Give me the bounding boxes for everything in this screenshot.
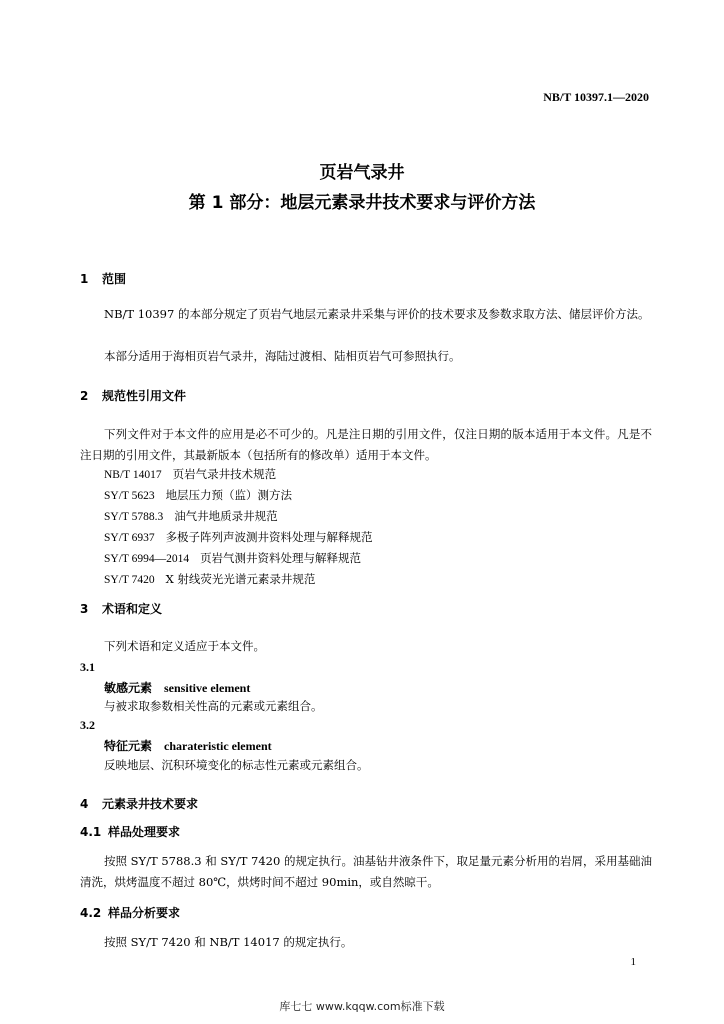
paragraph: 按照 SY/T 5788.3 和 SY/T 7420 的规定执行。油基钻井液条件下，取足量元素分析用的岩屑，采用基础油清洗，烘烤温度不超过 80℃，烘烤时间不超过 90min，或自然晾干。: [80, 854, 652, 889]
document-title: 页岩气录井: [319, 163, 405, 183]
document-subtitle: 第 1 部分：地层元素录井技术要求与评价方法: [188, 193, 536, 213]
term-name: [104, 679, 250, 696]
subsection-number: 4.1: [80, 825, 102, 839]
subsection-heading-4-1: [80, 823, 180, 840]
section-title: 术语和定义: [102, 602, 163, 616]
term-definition: 反映地层、沉积环境变化的标志性元素或元素组合。: [104, 758, 369, 772]
term-english: charateristic element: [164, 739, 272, 753]
section-heading-3: [80, 600, 162, 617]
reference-title: 多极子阵列声波测井资料处理与解释规范: [165, 530, 373, 544]
section-number: 3: [80, 602, 89, 616]
standard-code: NB/T 10397.1—2020: [543, 90, 649, 104]
subsection-title: 样品处理要求: [108, 825, 181, 839]
reference-title: 油气井地质录井规范: [174, 509, 278, 523]
section-heading-1: [80, 270, 126, 287]
reference-code: SY/T 6937: [104, 532, 155, 544]
reference-code: NB/T 14017: [104, 469, 162, 481]
section-number: 2: [80, 389, 89, 403]
reference-item: [104, 550, 361, 566]
term-chinese: 敏感元素: [104, 681, 153, 695]
section-title: 元素录井技术要求: [102, 797, 199, 811]
section-heading-4: [80, 795, 198, 812]
reference-item: [104, 466, 276, 482]
term-number: 3.1: [80, 660, 95, 674]
reference-item: [104, 571, 315, 587]
page-number: 1: [630, 956, 636, 968]
term-chinese: 特征元素: [104, 739, 153, 753]
section-title: 范围: [102, 272, 127, 286]
reference-item: [104, 529, 373, 545]
paragraph: 按照 SY/T 7420 和 NB/T 14017 的规定执行。: [104, 935, 353, 949]
term-number: 3.2: [80, 718, 95, 732]
reference-title: 地层压力预（监）测方法: [165, 488, 293, 502]
reference-item: [104, 487, 292, 503]
term-definition: 与被求取参数相关性高的元素或元素组合。: [104, 699, 323, 713]
paragraph: 本部分适用于海相页岩气录井，海陆过渡相、陆相页岩气可参照执行。: [104, 349, 461, 363]
section-heading-2: [80, 387, 186, 404]
subsection-number: 4.2: [80, 906, 102, 920]
section-title: 规范性引用文件: [102, 389, 187, 403]
term-name: [104, 737, 272, 754]
reference-code: SY/T 6994—2014: [104, 553, 190, 565]
paragraph: 下列术语和定义适应于本文件。: [104, 639, 265, 653]
paragraph: 下列文件对于本文件的应用是必不可少的。凡是注日期的引用文件，仅注日期的版本适用于本文件。凡是不注日期的引用文件，其最新版本（包括所有的修改单）适用于本文件。: [80, 427, 652, 462]
paragraph: NB/T 10397 的本部分规定了页岩气地层元素录井采集与评价的技术要求及参数求取方法、储层评价方法。: [104, 307, 650, 321]
reference-code: SY/T 7420: [104, 574, 155, 586]
reference-title: X 射线荧光光谱元素录井规范: [165, 572, 316, 586]
subsection-title: 样品分析要求: [108, 906, 181, 920]
reference-title: 页岩气录井技术规范: [172, 467, 277, 481]
reference-item: [104, 508, 278, 524]
subsection-heading-4-2: [80, 904, 180, 921]
reference-title: 页岩气测井资料处理与解释规范: [200, 551, 362, 565]
section-number: 1: [80, 272, 89, 286]
term-english: sensitive element: [164, 681, 251, 695]
reference-code: SY/T 5623: [104, 490, 155, 502]
footer-watermark[interactable]: 库七七 www.kqqw.com标准下载: [279, 1000, 445, 1013]
section-number: 4: [80, 797, 89, 811]
reference-code: SY/T 5788.3: [104, 511, 164, 523]
